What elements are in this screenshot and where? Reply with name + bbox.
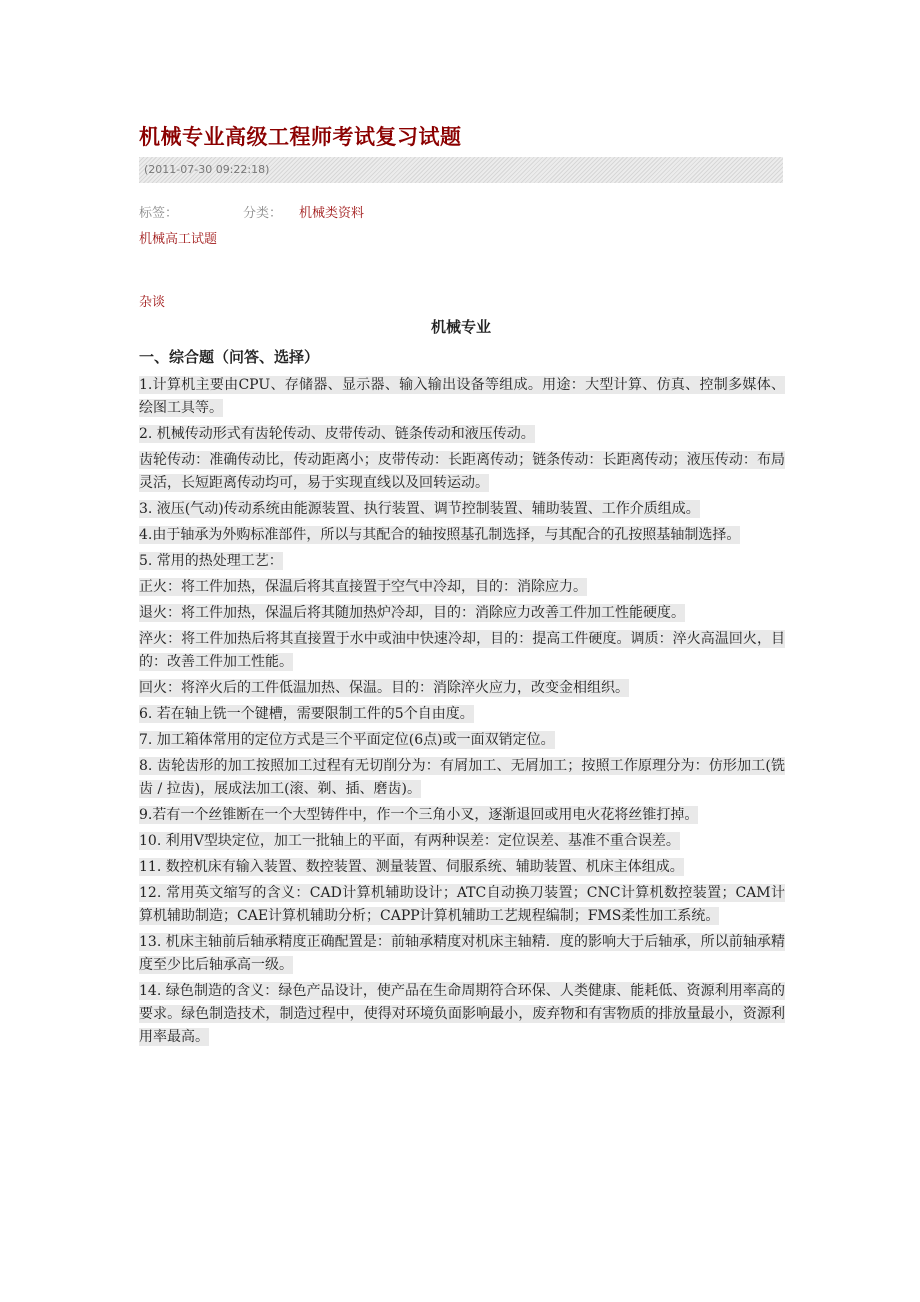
section-title: 机械专业 (430, 318, 491, 336)
paragraph (139, 524, 785, 547)
paragraph (139, 703, 785, 726)
paragraph-text: 12. 常用英文缩写的含义：CAD计算机辅助设计；ATC自动换刀装置；CNC计算机数控装置；CAM计算机辅助制造；CAE计算机辅助分析；CAPP计算机辅助工艺规程编制；FMS柔性加工系统。 (139, 885, 785, 924)
paragraph-text: 退火：将工件加热，保温后将其随加热炉冷却，目的：消除应力改善工件加工性能硬度。 (139, 605, 685, 621)
paragraph-text: 7. 加工箱体常用的定位方式是三个平面定位(6点)或一面双销定位。 (139, 732, 555, 748)
paragraph-text: 9.若有一个丝锥断在一个大型铸件中，作一个三角小叉，逐渐退回或用电火花将丝锥打掉。 (139, 807, 699, 823)
paragraph (139, 374, 785, 420)
paragraph (139, 931, 785, 977)
paragraph-text: 13. 机床主轴前后轴承精度正确配置是：前轴承精度对机床主轴精．度的影响大于后轴承，所以前轴承精度至少比后轴承高一级。 (139, 934, 785, 973)
article-title: 机械专业高级工程师考试复习试题 (139, 125, 462, 149)
paragraph (139, 550, 785, 573)
paragraph (139, 576, 785, 599)
misc-tag-link[interactable]: 杂谈 (139, 295, 166, 310)
tag-link[interactable]: 机械高工试题 (139, 232, 218, 247)
section-subtitle: 一、综合题（问答、选择） (139, 348, 320, 366)
paragraph-text: 5. 常用的热处理工艺： (139, 553, 283, 569)
paragraph-text: 10. 利用V型块定位，加工一批轴上的平面，有两种误差：定位误差、基准不重合误差。 (139, 833, 680, 849)
paragraph-text: 6. 若在轴上铣一个键槽，需要限制工件的5个自由度。 (139, 706, 474, 722)
paragraph-text: 齿轮传动：准确传动比，传动距离小；皮带传动：长距离传动；链条传动：长距离传动；液压传动：布局灵活，长短距离传动均可，易于实现直线以及回转运动。 (139, 452, 785, 491)
paragraph (139, 729, 785, 752)
article-meta (139, 202, 365, 221)
paragraph-text: 11. 数控机床有输入装置、数控装置、测量装置、伺服系统、辅助装置、机床主体组成。 (139, 859, 684, 875)
paragraph-text: 2. 机械传动形式有齿轮传动、皮带传动、链条传动和液压传动。 (139, 426, 535, 442)
paragraph (139, 830, 785, 853)
paragraph-text: 淬火：将工件加热后将其直接置于水中或油中快速冷却，目的：提高工件硬度。调质：淬火高温回火，目的：改善工件加工性能。 (139, 631, 785, 670)
paragraph (139, 602, 785, 625)
article-date: (2011-07-30 09:22:18) (144, 163, 270, 176)
paragraph-text: 14. 绿色制造的含义：绿色产品设计，使产品在生命周期符合环保、人类健康、能耗低、资源利用率高的要求。绿色制造技术，制造过程中，使得对环境负面影响最小，废弃物和有害物质的排放量最小，资源利用率最高。 (139, 983, 785, 1045)
article-body (139, 374, 785, 1052)
paragraph (139, 755, 785, 801)
paragraph (139, 628, 785, 674)
tags-label: 标签： (139, 206, 179, 221)
paragraph-text: 回火：将淬火后的工件低温加热、保温。目的：消除淬火应力，改变金相组织。 (139, 680, 629, 696)
paragraph (139, 449, 785, 495)
paragraph (139, 980, 785, 1049)
paragraph (139, 804, 785, 827)
paragraph-text: 4.由于轴承为外购标准部件，所以与其配合的轴按照基孔制选择，与其配合的孔按照基轴制选择。 (139, 527, 741, 543)
paragraph-text: 3. 液压(气动)传动系统由能源装置、执行装置、调节控制装置、辅助装置、工作介质组成。 (139, 501, 700, 517)
paragraph (139, 498, 785, 521)
paragraph-text: 8. 齿轮齿形的加工按照加工过程有无切削分为：有屑加工、无屑加工；按照工作原理分为：仿形加工(铣齿 / 拉齿)，展成法加工(滚、剃、插、磨齿)。 (139, 758, 785, 797)
paragraph (139, 423, 785, 446)
paragraph (139, 882, 785, 928)
paragraph (139, 677, 785, 700)
paragraph-text: 正火：将工件加热，保温后将其直接置于空气中冷却，目的：消除应力。 (139, 579, 587, 595)
paragraph-text: 1.计算机主要由CPU、存储器、显示器、输入输出设备等组成。用途：大型计算、仿真、控制多媒体、绘图工具等。 (139, 377, 785, 416)
paragraph (139, 856, 785, 879)
category-label: 分类： (243, 206, 283, 221)
category-link[interactable]: 机械类资料 (299, 206, 365, 221)
article-date-bar (139, 157, 783, 183)
